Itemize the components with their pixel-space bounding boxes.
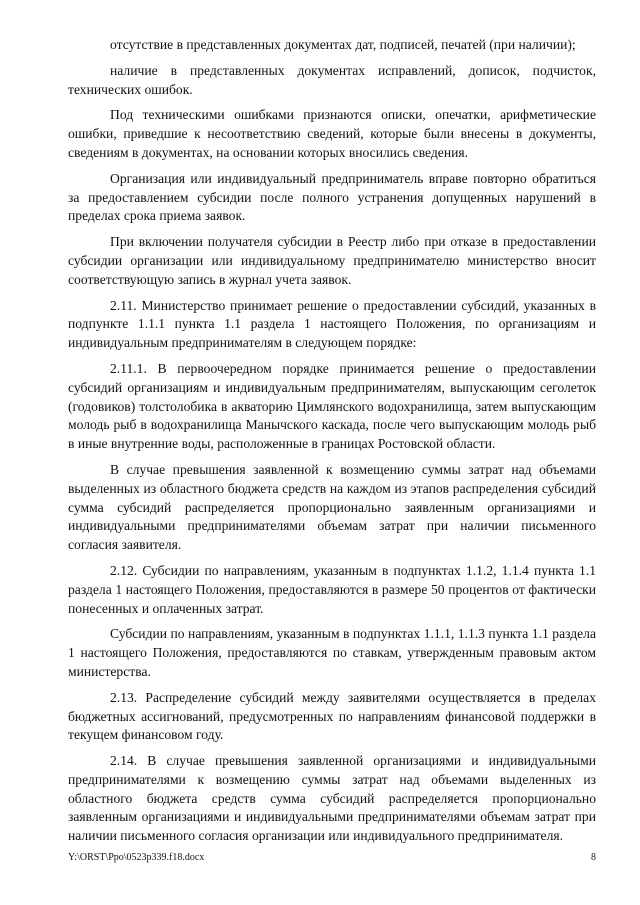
paragraph: Под техническими ошибками признаются описки, опечатки, арифметические ошибки, приведшие к несоответствию сведений, которые были внесены в документы, сведениям в документах, на основании которых вносились сведения. bbox=[68, 107, 596, 160]
paragraph: В случае превышения заявленной к возмещению суммы затрат над объемами выделенных из областного бюджета средств на каждом из этапов распределения субсидий сумма субсидий распределяется пропорционально заявленным организациями и индивидуальными предпринимателями объемам затрат при наличии письменного согласия заявителя. bbox=[68, 461, 596, 553]
paragraph: 2.14. В случае превышения заявленной организациями и индивидуальными предпринимателями к возмещению суммы затрат над объемами выделенных из областного бюджета средств сумма субсидий распределяется пропорционально заявленным организациями и индивидуальными предпринимателями объемам затрат при наличии письменного согласия организации или индивидуального предпринимателя. bbox=[68, 753, 596, 844]
paragraph: отсутствие в представленных документах дат, подписей, печатей (при наличии); bbox=[110, 37, 576, 52]
file-path: Y:\ORST\Ppo\0523p339.f18.docx bbox=[68, 852, 205, 863]
paragraph: 2.11.1. В первоочередном порядке принимается решение о предоставлении субсидий организациям и индивидуальным предпринимателям, выпускающим сеголеток (годовиков) толстолобика в акваторию Цимлянского водохранилища, затем выпускающим молодь рыб в водохранилища Манычского каскада, после чего выпускающим молодь рыб в иные внутренние воды, расположенные в границах Ростовской области. bbox=[68, 360, 596, 452]
paragraph: 2.12. Субсидии по направлениям, указанным в подпунктах 1.1.2, 1.1.4 пункта 1.1 раздела 1 настоящего Положения, предоставляются в размере 50 процентов от фактически понесенных и оплаченных затрат. bbox=[68, 562, 596, 616]
page-number: 8 bbox=[591, 852, 596, 863]
paragraph: 2.11. Министерство принимает решение о предоставлении субсидий, указанных в подпункте 1.1.1 пункта 1.1 раздела 1 настоящего Положения, по организациям и индивидуальным предпринимателям в следующем порядке: bbox=[68, 297, 596, 351]
document-body bbox=[68, 36, 596, 853]
paragraph: Организация или индивидуальный предприниматель вправе повторно обратиться за предоставлением субсидии после полного устранения допущенных нарушений в пределах срока приема заявок. bbox=[68, 170, 596, 224]
paragraph: Субсидии по направлениям, указанным в подпунктах 1.1.1, 1.1.3 пункта 1.1 раздела 1 настоящего Положения, предоставляются по ставкам, утвержденным правовым актом министерства. bbox=[68, 626, 596, 679]
paragraph: 2.13. Распределение субсидий между заявителями осуществляется в пределах бюджетных ассигнований, предусмотренных по направлениям финансовой поддержки в текущем финансовом году. bbox=[68, 689, 596, 743]
paragraph: При включении получателя субсидии в Реестр либо при отказе в предоставлении субсидии организации или индивидуальному предпринимателю министерство вносит соответствующую запись в журнал учета заявок. bbox=[68, 234, 596, 287]
paragraph: наличие в представленных документах исправлений, дописок, подчисток, технических ошибок. bbox=[68, 62, 596, 97]
